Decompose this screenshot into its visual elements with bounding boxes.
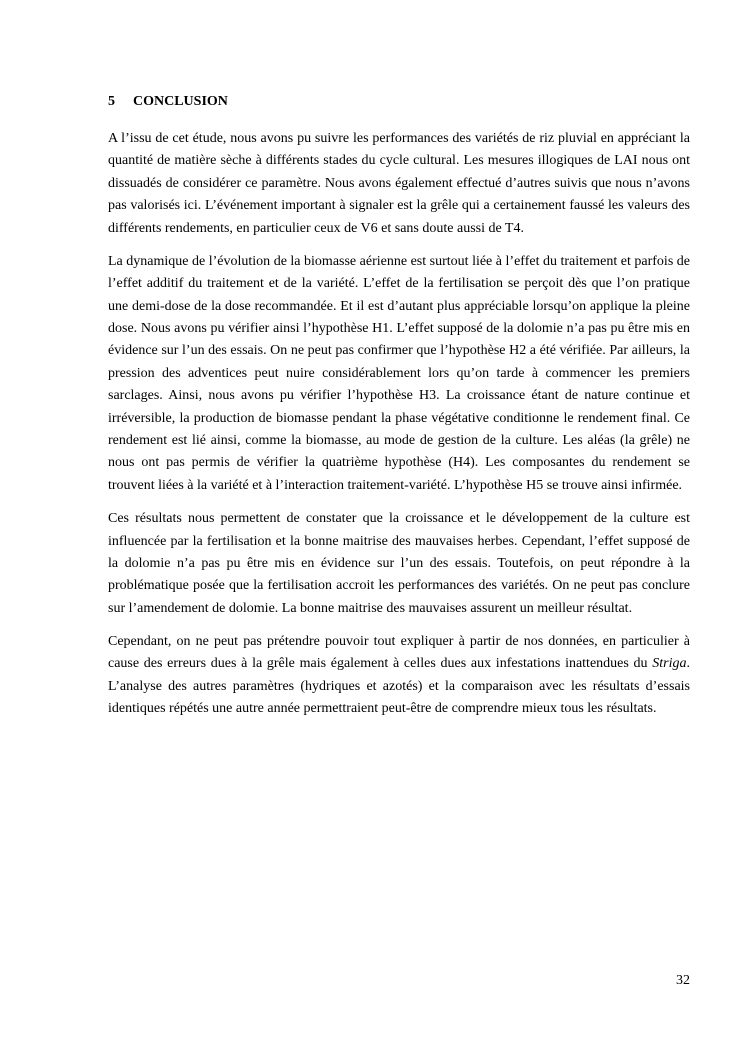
paragraph-3: Ces résultats nous permettent de constater que la croissance et le développement de la culture est influencée par la fertilisation et la bonne maitrise des mauvaises herbes. Cependant, l’effet supposé de la dolomie n’a pas pu être mis en évidence sur l’un des essais. Toutefois, on peut répondre à la problématique posée que la fertilisation accroit les performances des variétés. On ne peut pas conclure sur l’amendement de dolomie. La bonne maitrise des mauvaises assurent un meilleur résultat. [108,511,690,616]
paragraph-4 [108,631,690,721]
paragraph-1: A l’issu de cet étude, nous avons pu suivre les performances des variétés de riz pluvial en appréciant la quantité de matière sèche à différents stades du cycle cultural. Les mesures illogiques de LAI nous ont dissuadés de considérer ce paramètre. Nous avons également effectué d’autres suivis que nous n’avons pas valorisés ici. L’événement important à signaler est la grêle qui a certainement faussé les valeurs des différents rendements, en particulier ceux de V6 et sans doute aussi de T4. [108,131,690,236]
section-heading [108,93,228,111]
page-number: 32 [676,973,690,988]
striga-italic: Striga [652,656,687,672]
body-text [108,128,690,731]
section-title: CONCLUSION [133,94,228,109]
section-number: 5 [108,94,115,109]
paragraph-4-text-start: Cependant, on ne peut pas prétendre pouvoir tout expliquer à partir de nos données, en particulier à cause des erreurs dues à la grêle mais également à celles dues aux infestations inattendues du [108,633,690,672]
paragraph-2: La dynamique de l’évolution de la biomasse aérienne est surtout liée à l’effet du traitement et parfois de l’effet additif du traitement et de la variété. L’effet de la fertilisation se perçoit dès que l’on pratique une demi-dose de la dose recommandée. Et il est d’autant plus appréciable lorsqu’on applique la pleine dose. Nous avons pu vérifier ainsi l’hypothèse H1. L’effet supposé de la dolomie n’a pas pu être mis en évidence sur l’un des essais. On ne peut pas confirmer que l’hypothèse H2 a été vérifiée. Par ailleurs, la pression des adventices peut nuire considérablement lors qu’on tarde à commencer les premiers sarclages. Ainsi, nous avons pu vérifier l’hypothèse H3. La croissance étant de nature continue et irréversible, la production de biomasse pendant la phase végétative conditionne le rendement final. Ce rendement est lié ainsi, comme la biomasse, au mode de gestion de la culture. Les aléas (la grêle) ne nous ont pas permis de vérifier la quatrième hypothèse (H4). Les composantes du rendement se trouvent liées à la variété et à l’interaction traitement-variété. L’hypothèse H5 se trouve ainsi infirmée. [108,253,690,493]
paragraph-4-text-end: . L’analyse des autres paramètres (hydriques et azotés) et la comparaison avec les résultats d’essais identiques répétés une autre année permettraient peut-être de comprendre mieux tous les résultats. [108,656,690,717]
